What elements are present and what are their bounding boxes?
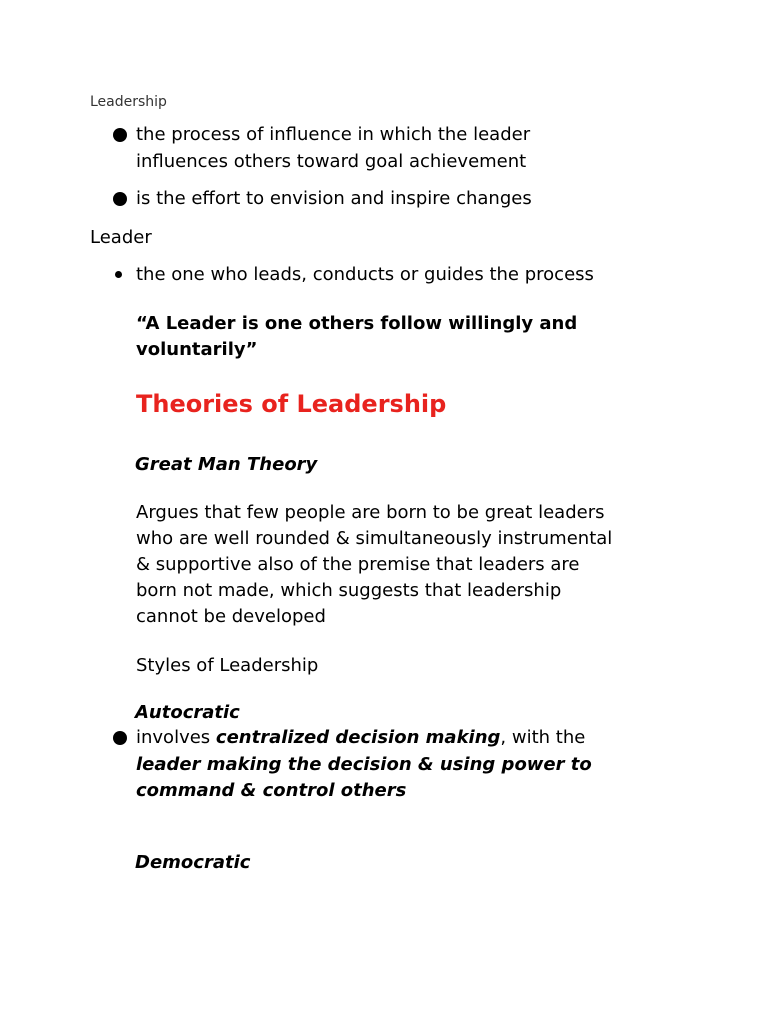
bullet-dot xyxy=(113,192,127,206)
quote-line-1: “A Leader is one others follow willingly and xyxy=(136,313,578,334)
section-heading-leader: Leader xyxy=(90,227,152,248)
autocratic-post: , with the xyxy=(500,727,586,748)
autocratic-pre: involves xyxy=(136,727,216,748)
great-man-heading: Great Man Theory xyxy=(135,454,318,475)
styles-heading: Styles of Leadership xyxy=(136,655,319,676)
autocratic-line-3: command & control others xyxy=(136,780,407,801)
section-heading-leadership: Leadership xyxy=(90,94,167,110)
great-man-line-4: born not made, which suggests that leadership xyxy=(136,580,562,601)
great-man-line-5: cannot be developed xyxy=(136,606,326,627)
bullet-dot xyxy=(113,731,127,745)
bullet-text-leader: the one who leads, conducts or guides the process xyxy=(136,264,594,285)
autocratic-line-2: leader making the decision & using power to xyxy=(136,754,592,775)
bullet-text-2: is the effort to envision and inspire changes xyxy=(136,188,532,209)
great-man-line-3: & supportive also of the premise that leaders are xyxy=(136,554,580,575)
autocratic-heading: Autocratic xyxy=(135,702,240,723)
autocratic-line-1 xyxy=(136,725,585,751)
theories-title: Theories of Leadership xyxy=(136,390,447,418)
bullet-text-1b: influences others toward goal achievement xyxy=(136,151,527,172)
bullet-text-1a: the process of influence in which the leader xyxy=(136,124,531,145)
bullet-dot xyxy=(113,128,127,142)
autocratic-bold: centralized decision making xyxy=(215,727,501,748)
great-man-line-2: who are well rounded & simultaneously instrumental xyxy=(136,528,613,549)
great-man-line-1: Argues that few people are born to be great leaders xyxy=(136,502,605,523)
quote-line-2: voluntarily” xyxy=(136,339,258,360)
democratic-heading: Democratic xyxy=(135,852,251,873)
bullet-dot xyxy=(115,271,122,278)
